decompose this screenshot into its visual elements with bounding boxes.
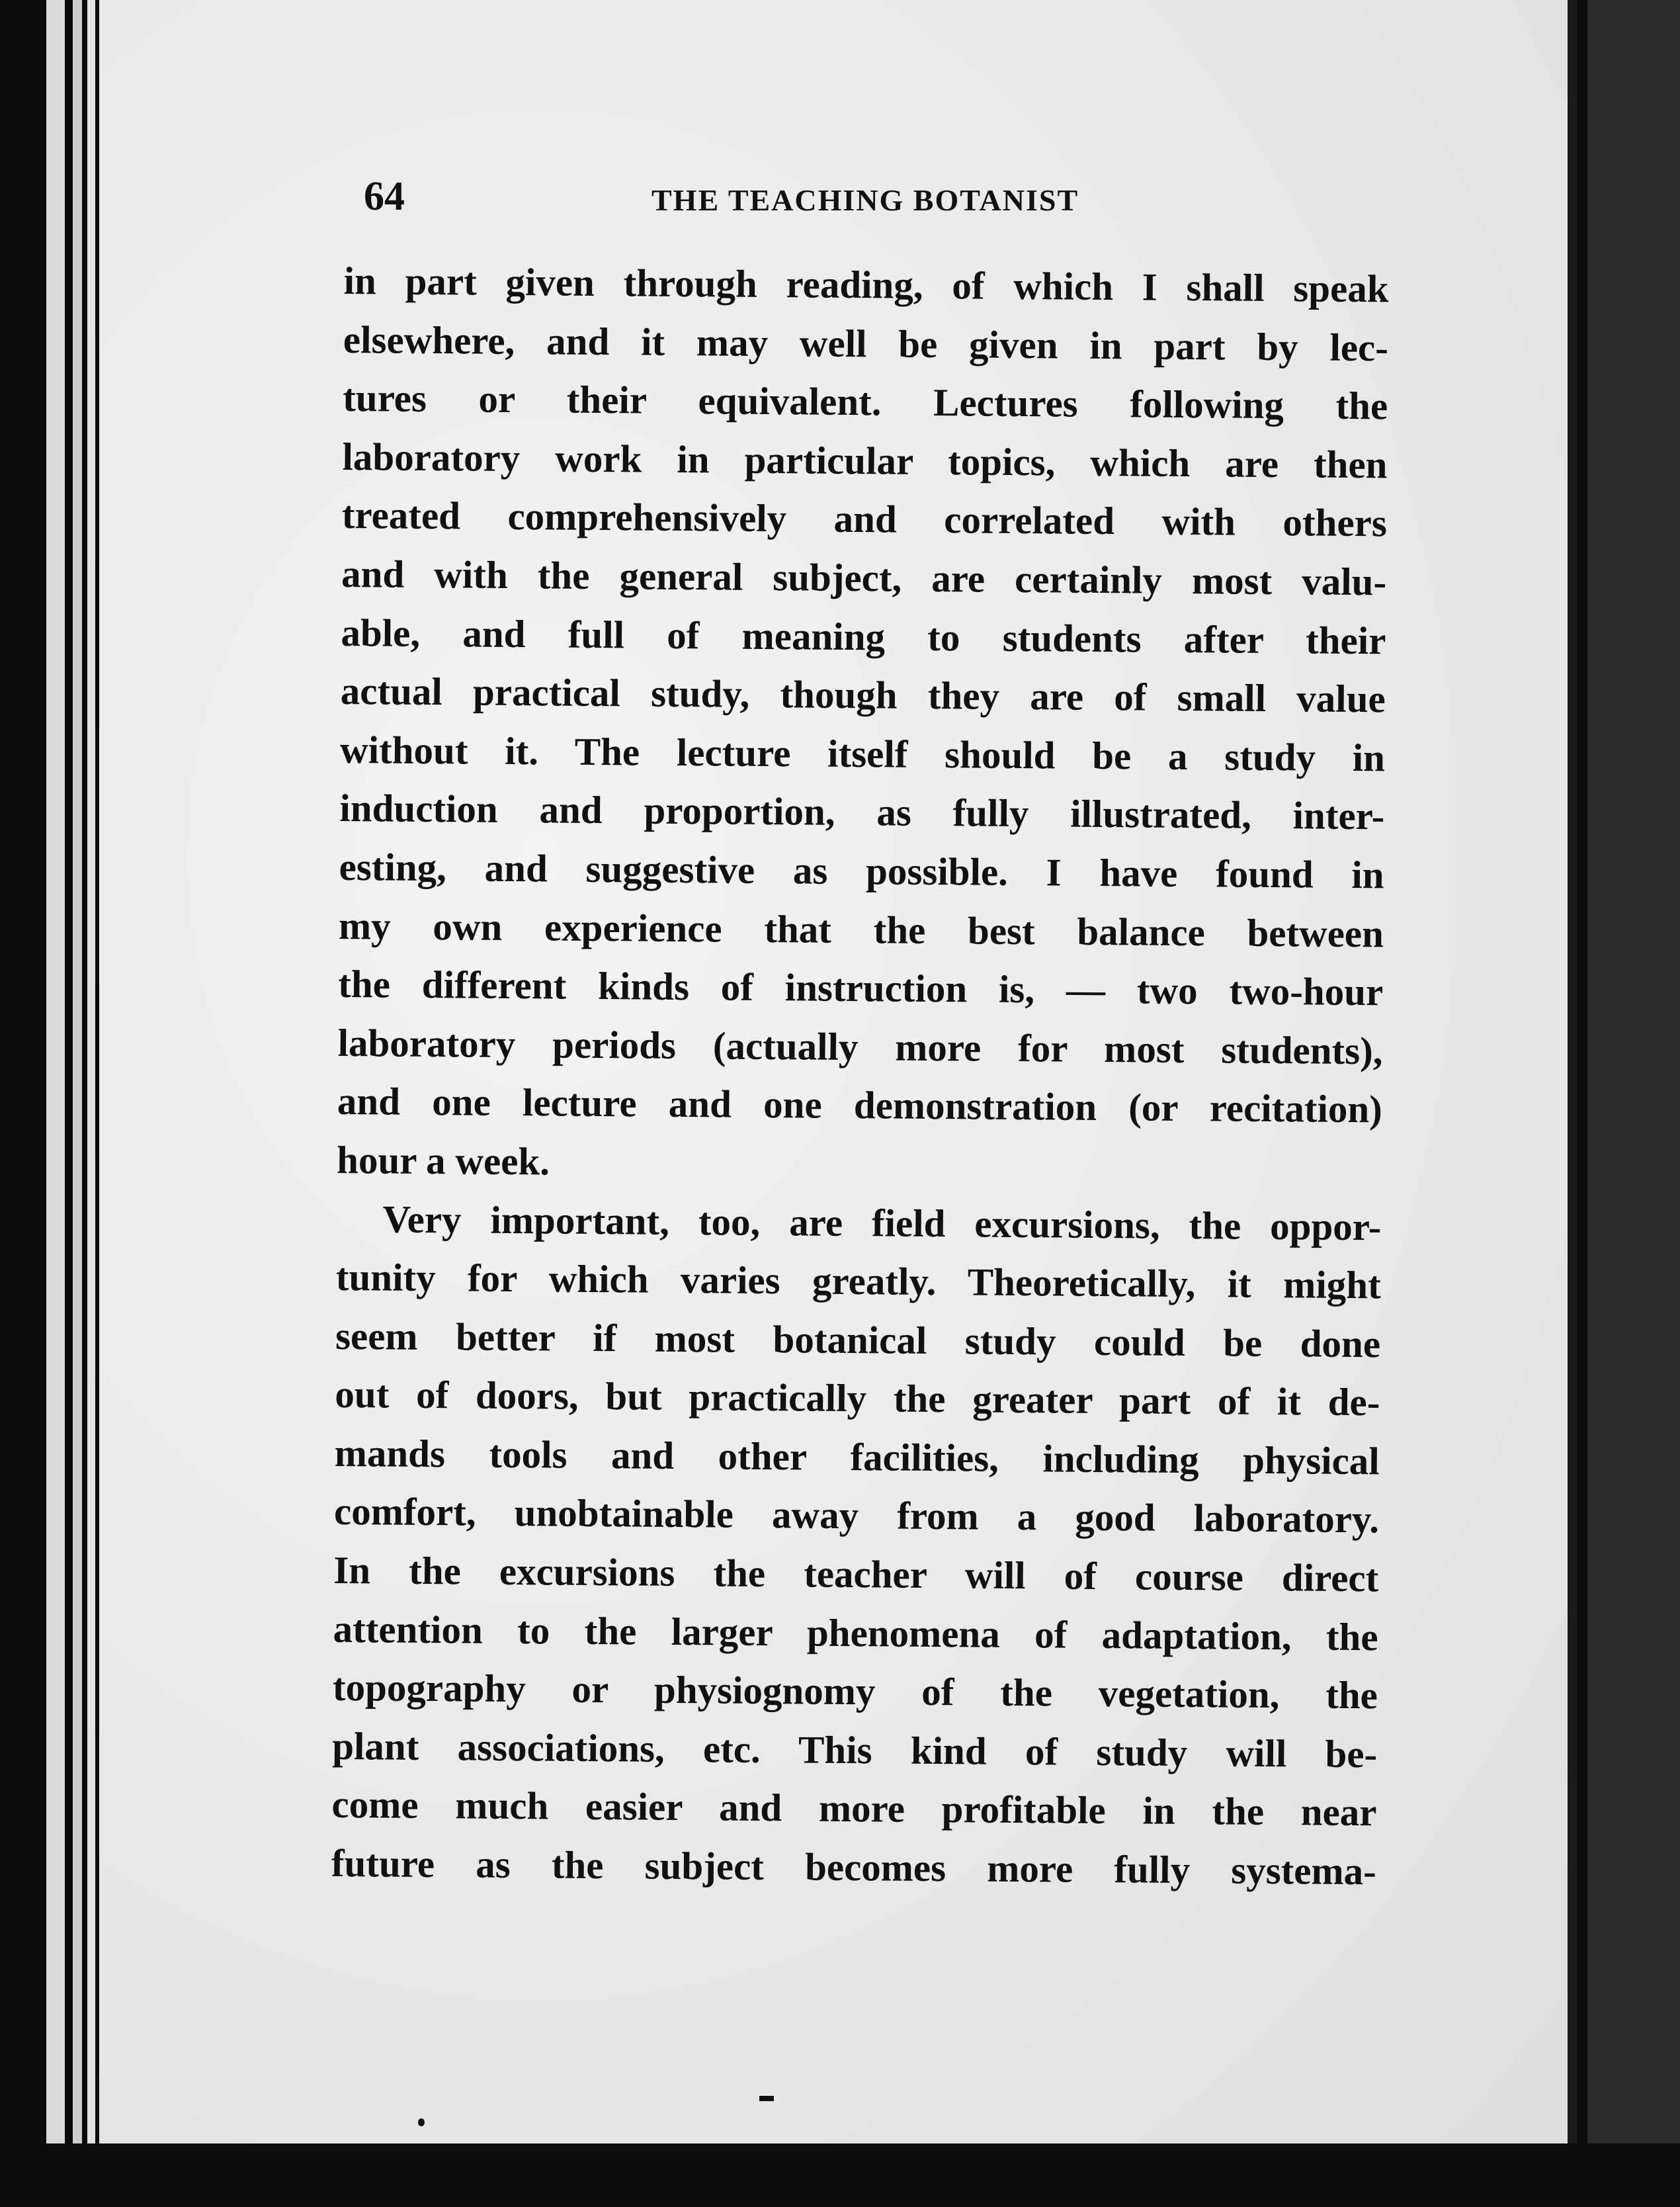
text-line: elsewhere, and it may well be given in part by lec-	[343, 317, 1389, 369]
text-line: plant associations, etc. This kind of study will be-	[332, 1723, 1378, 1776]
text-line: without it. The lecture itself should be a study in	[339, 727, 1386, 780]
text-line: in part given through reading, of which I shall speak	[343, 258, 1389, 311]
paragraph-2	[331, 1189, 1382, 1901]
text-line: out of doors, but practically the greater part of it de-	[335, 1372, 1380, 1424]
page-number: 64	[364, 174, 405, 219]
text-line: come much easier and more profitable in the near	[331, 1782, 1377, 1835]
text-line: mands tools and other facilities, including physical	[334, 1430, 1380, 1483]
gutter-shadow	[1568, 0, 1577, 2143]
page-edge	[73, 0, 82, 2170]
text-line: esting, and suggestive as possible. I have found in	[339, 844, 1384, 897]
text-line: the different kinds of instruction is, — two two-hour	[338, 962, 1384, 1014]
page-edge	[46, 0, 65, 2170]
text-line: laboratory work in particular topics, which are then	[342, 434, 1388, 487]
ink-speck	[418, 2118, 425, 2126]
text-line: comfort, unobtainable away from a good laboratory.	[333, 1489, 1380, 1541]
ink-speck	[759, 2096, 774, 2101]
text-line: tunity for which varies greatly. Theoretically, it might	[335, 1255, 1382, 1307]
running-title: THE TEACHING BOTANIST	[651, 183, 1079, 217]
text-line: and with the general subject, are certainly most valu-	[341, 551, 1387, 604]
text-line: induction and proportion, as fully illustrated, inter-	[339, 786, 1385, 838]
text-line: attention to the larger phenomena of adaptation, the	[333, 1606, 1378, 1659]
text-line: actual practical study, though they are of small value	[340, 669, 1386, 721]
scan-border	[0, 2143, 1680, 2207]
paragraph-1	[337, 251, 1389, 1197]
text-line: my own experience that the best balance between	[338, 903, 1384, 955]
text-line: seem better if most botanical study could be done	[335, 1313, 1381, 1366]
text-line: future as the subject becomes more fully systema-	[331, 1840, 1377, 1893]
text-line: laboratory periods (actually more for most students),	[337, 1020, 1383, 1073]
text-line: able, and full of meaning to students after their	[341, 610, 1386, 662]
text-line: hour a week.	[336, 1137, 550, 1184]
text-line: topography or physiognomy of the vegetation, the	[332, 1665, 1378, 1717]
text-line: tures or their equivalent. Lectures following the	[343, 376, 1388, 428]
text-line: Very important, too, are field excursions, the oppor-	[382, 1197, 1382, 1248]
text-line: In the excursions the teacher will of course direct	[333, 1548, 1379, 1600]
facing-page-edge	[1587, 0, 1680, 2143]
text-line: treated comprehensively and correlated with others	[341, 493, 1388, 545]
page-edge	[87, 0, 95, 2170]
running-header	[364, 173, 1521, 226]
text-line: and one lecture and one demonstration (or recitation)	[337, 1079, 1383, 1131]
body-text	[331, 251, 1389, 1901]
